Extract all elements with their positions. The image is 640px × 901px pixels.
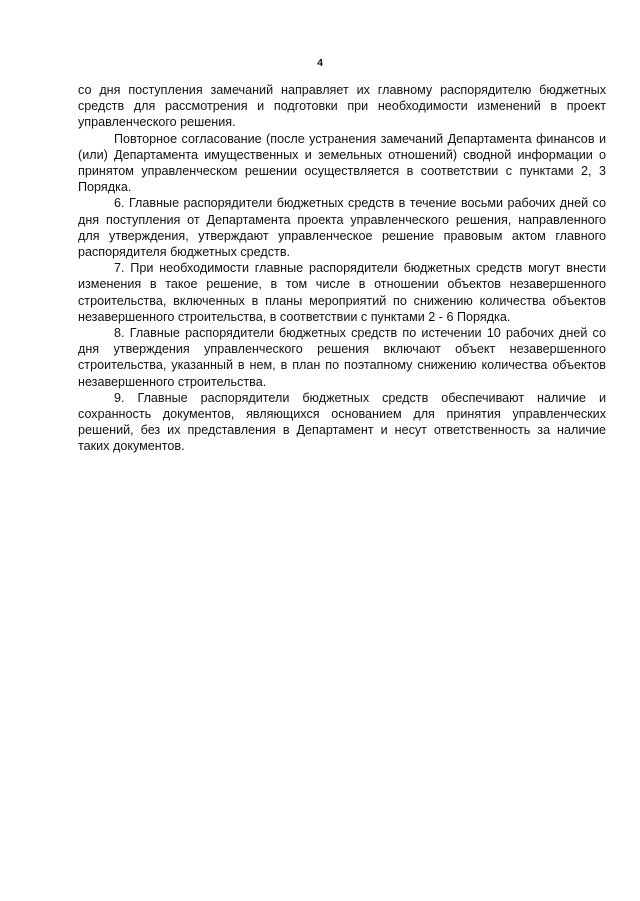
paragraph-item-9: 9. Главные распорядители бюджетных средств обеспечивают наличие и сохранность документов, являющихся основанием для принятия управленческих решений, без их представления в Департамент и несут ответственность за наличие таких документов. [78, 390, 606, 454]
document-body [78, 82, 606, 455]
paragraph-continuation: со дня поступления замечаний направляет их главному распорядителю бюджетных средств для рассмотрения и подготовки при необходимости изменений в проект управленческого решения. [78, 83, 606, 130]
page-number: 4 [317, 57, 323, 69]
paragraph-repeat-approval: Повторное согласование (после устранения замечаний Департамента финансов и (или) Департамента имущественных и земельных отношений) сводной информации о принятом управленческом решении осуществляется в соответствии с пунктами 2, 3 Порядка. [78, 131, 606, 195]
paragraph-item-8: 8. Главные распорядители бюджетных средств по истечении 10 рабочих дней со дня утверждения управленческого решения включают объект незавершенного строительства, указанный в нем, в план по поэтапному снижению количества объектов незавершенного строительства. [78, 326, 606, 389]
paragraph-item-6: 6. Главные распорядители бюджетных средств в течение восьми рабочих дней со дня поступления от Департамента проекта управленческого решения, направленного для утверждения, утверждают управленческое решение правовым актом главного распорядителя бюджетных средств. [78, 196, 606, 260]
paragraph-item-7: 7. При необходимости главные распорядители бюджетных средств могут внести изменения в такое решение, в том числе в отношении объектов незавершенного строительства, включенных в планы мероприятий по снижению количества объектов незавершенного строительства, в соответствии с пунктами 2 - 6 Порядка. [78, 261, 606, 324]
